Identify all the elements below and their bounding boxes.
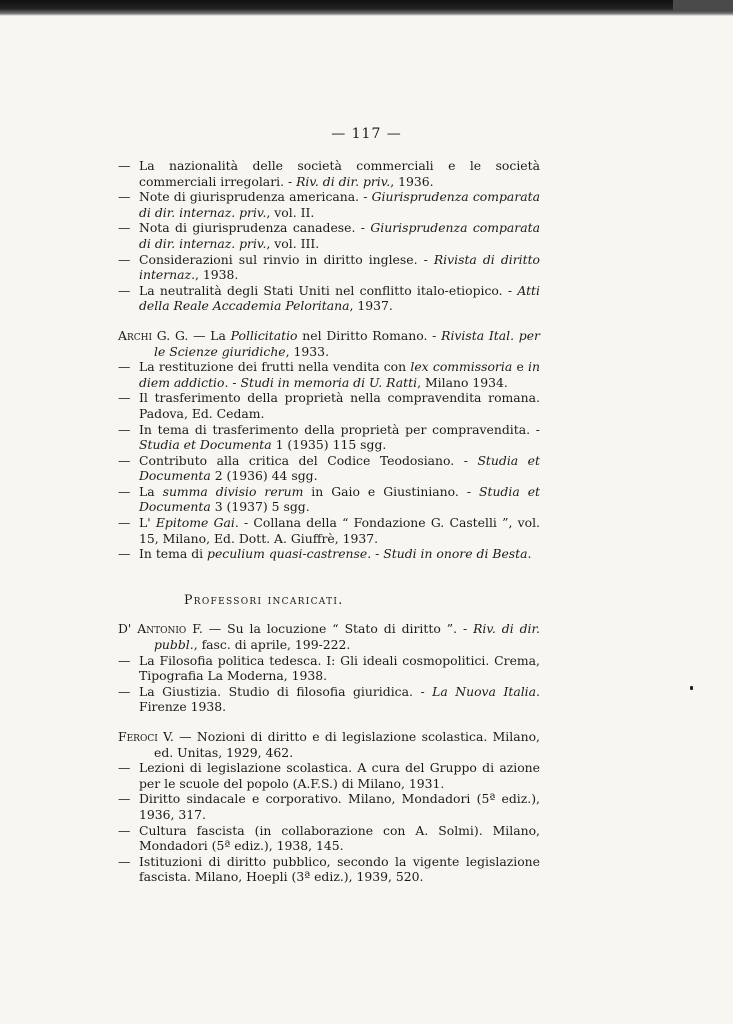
entry-text: nel Diritto Romano. - (297, 327, 442, 343)
entry-dash: — (118, 760, 131, 776)
entry-text: La Filosofia politica tedesca. I: Gli ideali cosmopolitici. Crema, Tipografia La Moderna, 1938. (139, 652, 540, 684)
entry-italic-text: Atti della Reale Accademia Peloritana (139, 282, 540, 314)
entry-italic-text: in diem addictio (139, 359, 540, 390)
author-entry (118, 621, 540, 652)
bibliography-entry (118, 854, 540, 885)
entry-text: , Milano 1934. (417, 374, 508, 390)
entry-text: 3 (1937) 5 sgg. (210, 499, 310, 515)
entry-text: Istituzioni di diritto pubblico, secondo la vigente legislazione fascista. Milano, Hoepli (3ª ediz.), 1939, 520. (139, 853, 540, 885)
bibliography-entry (118, 220, 540, 251)
entry-text: In tema di trasferimento della proprietà per compravendita. - (139, 421, 540, 437)
section-heading: Professori incaricati. (184, 591, 344, 607)
entry-text: L' (139, 515, 156, 531)
entry-text: Cultura fascista (in collaborazione con A. Solmi). Milano, Mondadori (5ª ediz.), 1938, 145. (139, 822, 540, 854)
entry-dash: — (118, 158, 131, 173)
entry-dash: — (118, 652, 131, 668)
entry-italic-text: lex commissoria (410, 359, 513, 375)
scan-speck (690, 686, 693, 690)
entry-dash: — (118, 515, 131, 531)
bibliography-entry (118, 760, 540, 791)
entry-text: . (527, 546, 532, 562)
entry-text: , 1933. (285, 343, 330, 359)
entry-text: , fasc. di aprile, 199-222. (193, 637, 351, 653)
entry-text: Nota di giurisprudenza canadese. - (139, 220, 371, 236)
entry-text: La Giustizia. Studio di filosofia giuridica. - (139, 683, 433, 699)
entry-italic-text: La Nuova Italia (432, 683, 537, 699)
entry-dash: — (118, 546, 131, 562)
entry-dash: — (118, 483, 131, 499)
entry-text: e (512, 359, 529, 375)
bibliography-entry (118, 653, 540, 684)
page-number: — 117 — (331, 126, 402, 142)
entry-dash: — (118, 390, 131, 406)
bibliography-entry (118, 283, 540, 314)
entry-dash: — (118, 421, 131, 437)
entry-italic-text: Studia et Documenta (139, 483, 541, 515)
author-entry (118, 328, 540, 359)
entry-text: Considerazioni sul rinvio in diritto inglese. - (139, 251, 434, 267)
spacer (118, 607, 540, 621)
author-entry (118, 729, 540, 760)
entry-text: , 1938. (195, 267, 239, 283)
bibliography-entry (118, 791, 540, 822)
bibliography-entry (118, 189, 540, 220)
entry-text: La (139, 483, 163, 499)
bibliography-entry (118, 515, 540, 546)
entry-text: In tema di (139, 546, 208, 562)
scan-top-border (0, 0, 733, 16)
entry-dash: — (118, 452, 131, 468)
entry-text: . - Collana della “ Fondazione G. Castelli ”, vol. 15, Milano, Ed. Dott. A. Giuffrè, 1937. (139, 515, 540, 546)
entry-italic-text: Rivista Ital. per le Scienze giuridiche (154, 327, 540, 359)
entry-text: Lezioni di legislazione scolastica. A cura del Gruppo di azione per le scuole del popolo (A.F.S.) di Milano, 1931. (139, 760, 540, 791)
entry-text: Note di giurisprudenza americana. - (139, 189, 372, 205)
entry-text: — La (188, 327, 231, 343)
entry-text: , vol. II. (266, 204, 315, 220)
author-name: D' Antonio F. (118, 621, 203, 637)
entry-dash: — (118, 220, 131, 236)
entry-italic-text: Studia et Documenta (139, 437, 272, 453)
entry-text: La neutralità degli Stati Uniti nel conflitto italo-etiopico. - (139, 282, 518, 298)
entry-dash: — (118, 359, 131, 375)
entry-text: . Firenze 1938. (139, 683, 540, 715)
author-name: Archi G. G. (118, 327, 189, 343)
entry-text: . - (224, 374, 241, 390)
spacer (118, 715, 540, 729)
entry-text: , vol. III. (266, 235, 320, 251)
entry-italic-text: Epitome Gai (155, 515, 235, 531)
spacer (118, 314, 540, 328)
entry-text: , 1936. (390, 173, 434, 189)
bibliography-entry (118, 390, 540, 421)
entry-italic-text: Studia et Documenta (139, 452, 540, 484)
entry-italic-text: summa divisio rerum (162, 483, 304, 499)
entry-italic-text: Studi in onore di Besta (383, 546, 528, 562)
entry-text: . - (367, 546, 384, 562)
entry-text: Contributo alla critica del Codice Teodosiano. - (139, 452, 478, 468)
entry-italic-text: Studi in memoria di U. Ratti (240, 374, 418, 390)
bibliography-entry (118, 422, 540, 453)
entry-italic-text: Riv. di dir. priv. (296, 173, 391, 189)
author-name: Feroci V. (118, 729, 174, 744)
bibliography-entry (118, 684, 540, 715)
entry-text: — Nozioni di diritto e di legislazione scolastica. Milano, ed. Unitas, 1929, 462. (154, 729, 540, 760)
entry-dash: — (118, 853, 131, 869)
bibliography-entry (118, 252, 540, 283)
entry-dash: — (118, 822, 131, 838)
bibliography-entry (118, 823, 540, 854)
entry-italic-text: Giurisprudenza comparata di dir. internaz. priv. (139, 220, 540, 251)
entry-italic-text: Pollicitatio (230, 327, 298, 343)
entry-text: Il trasferimento della proprietà nella compravendita romana. Padova, Ed. Cedam. (139, 390, 540, 421)
scan-top-border-edge (673, 0, 733, 11)
entry-text: in Gaio e Giustiniano. - (303, 483, 479, 499)
bibliography-entry (118, 546, 540, 562)
entry-dash: — (118, 791, 131, 807)
bibliography-entry (118, 158, 540, 189)
spacer (118, 562, 540, 592)
entry-text: La restituzione dei frutti nella vendita con (139, 359, 411, 375)
entry-text: 1 (1935) 115 sgg. (271, 437, 387, 453)
bibliography-entry (118, 453, 540, 484)
entry-italic-text: peculium quasi-castrense (207, 546, 368, 562)
entry-text: , 1937. (349, 298, 393, 314)
entry-dash: — (118, 189, 131, 205)
entry-text: La nazionalità delle società commerciali e le società commerciali irregolari. - (139, 158, 540, 189)
entry-text: 2 (1936) 44 sgg. (210, 468, 318, 484)
entry-text: — Su la locuzione “ Stato di diritto ”. - (202, 621, 474, 637)
entry-dash: — (118, 251, 131, 267)
entry-italic-text: Giurisprudenza comparata di dir. internaz. priv. (139, 189, 540, 220)
entry-dash: — (118, 683, 131, 699)
entry-text: Diritto sindacale e corporativo. Milano, Mondadori (5ª ediz.), 1936, 317. (139, 791, 540, 822)
bibliography-entry (118, 484, 540, 515)
entry-italic-text: Rivista di diritto internaz. (139, 251, 541, 283)
bibliography-entry (118, 359, 540, 390)
bibliography-list (118, 158, 540, 885)
entry-italic-text: Riv. di dir. pubbl. (154, 621, 540, 653)
entry-dash: — (118, 282, 131, 298)
